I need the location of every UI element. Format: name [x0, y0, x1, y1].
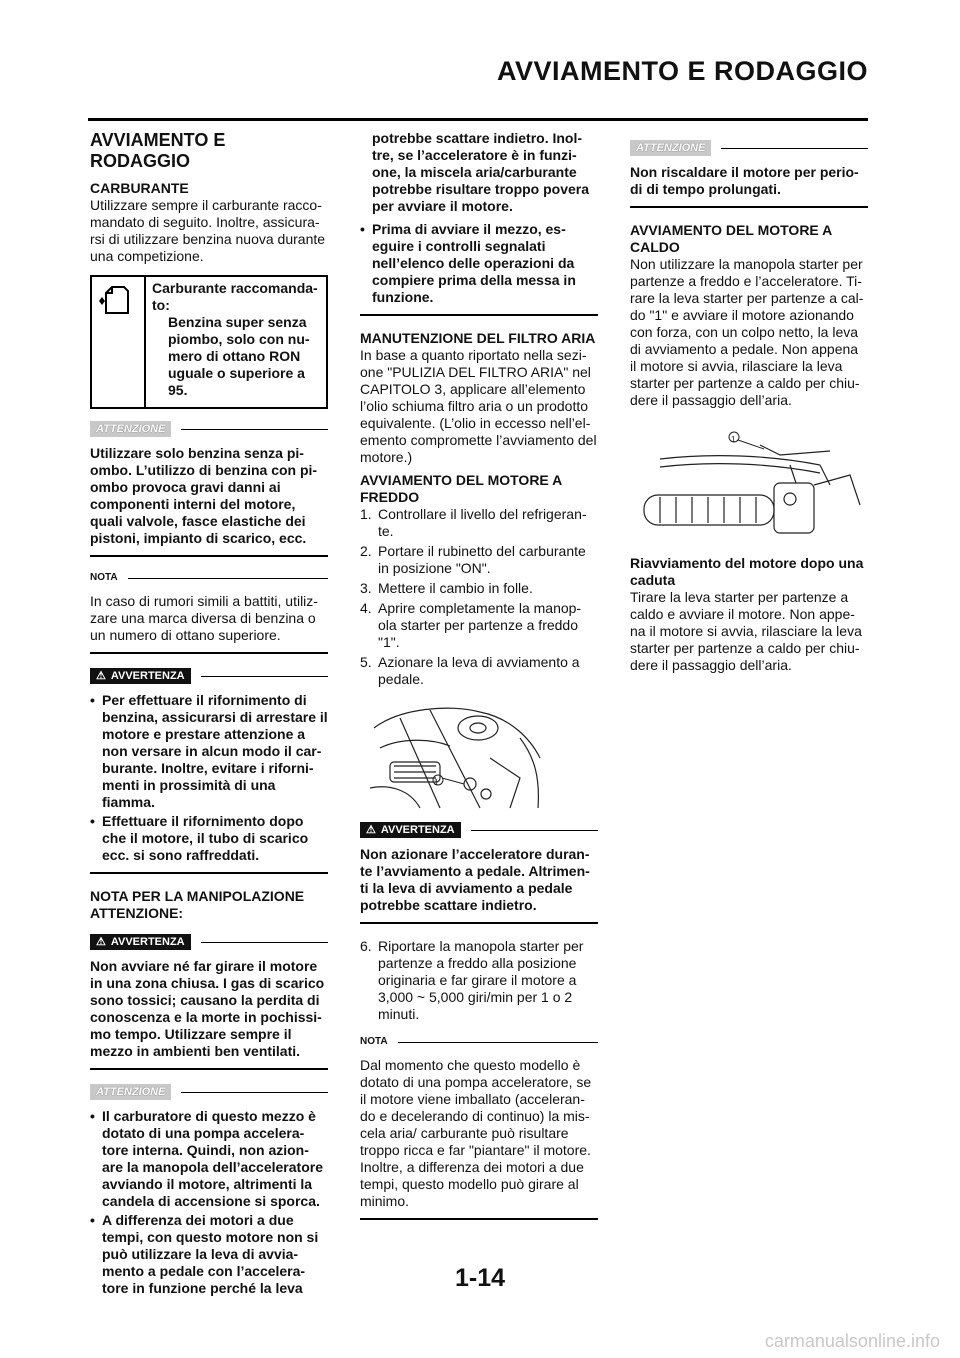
figure-callout: 1	[434, 778, 439, 787]
fuel-spec-title: Carburante raccomanda-to:	[152, 280, 318, 313]
avvertenza-tag: ⚠ AVVERTENZA	[360, 822, 461, 838]
column-1	[90, 130, 328, 1299]
attenzione-1-header	[90, 421, 328, 437]
nota-2-header	[360, 1035, 598, 1049]
freddo-step-6	[360, 938, 598, 1023]
page-number: 1-14	[454, 1264, 506, 1292]
avvertenza-3-text: Non azionare l’acceleratore duran-te l’avviamento a pedale. Altrimen-ti la leva di avviamento a pedale potrebbe scattare indietro.	[360, 846, 590, 913]
avvertenza-2-header	[90, 934, 328, 950]
freddo-steps	[360, 506, 598, 688]
list-item: 2. Portare il rubinetto del carburante in posizione "ON".	[360, 543, 586, 576]
freddo-heading: AVVIAMENTO DEL MOTORE A FREDDO	[360, 472, 562, 505]
caldo-text: Non utilizzare la manopola starter per partenze a freddo e l’acceleratore. Ti-rare la leva starter per partenze a cal-do "1" e avviare il motore azionando con forza, con un colpo netto, la leva di avviamento a pedale. Non appena il motore si avvia, rilasciare la leva starter per partenze a caldo per chiu-dere il passaggio dell’aria.	[630, 256, 864, 408]
list-item: 1. Controllare il livello del refrigeran-te.	[360, 506, 587, 539]
carburante-text: Utilizzare sempre il carburante racco-mandato di seguito. Inoltre, assicura-rsi di utilizzare benzina nuova durante una competizione.	[90, 197, 326, 264]
filtro-heading: MANUTENZIONE DEL FILTRO ARIA	[360, 330, 596, 346]
attenzione-tag: ATTENZIONE	[630, 140, 711, 156]
nota-manipolazione-heading: NOTA PER LA MANIPOLAZIONE ATTENZIONE:	[90, 888, 305, 921]
list-item: 4. Aprire completamente la manop-ola starter per partenze a freddo "1".	[360, 600, 582, 650]
page-title: AVVIAMENTO E RODAGGIO	[496, 56, 868, 86]
attenzione-3-text: Non riscaldare il motore per perio-di di tempo prolungati.	[630, 164, 859, 197]
hot-start-lever-figure	[630, 425, 868, 545]
list-item: • Effettuare il rifornimento dopo che il motore, il tubo di scarico ecc. si sono raffreddati.	[90, 813, 328, 864]
attenzione-tag: ATTENZIONE	[90, 421, 171, 437]
page-header	[88, 56, 868, 87]
attenzione-tag: ATTENZIONE	[90, 1084, 171, 1100]
warning-icon: ⚠	[96, 670, 106, 682]
avvertenza-2-text: Non avviare né far girare il motore in una zona chiusa. I gas di scarico sono tossici; causano la perdita di conoscenza e la morte in pochissi-mo tempo. Utilizzare sempre il mezzo in ambienti ben ventilati.	[90, 958, 325, 1059]
column-2	[360, 130, 598, 1234]
list-item: • Per effettuare il rifornimento di benzina, assicurarsi di arrestare il motore e prestare attenzione a non versare in alcun modo il car-burante. Inoltre, evitare i riforni-menti in prossimità di una fiamma.	[90, 692, 328, 811]
fuel-spec-text	[144, 277, 326, 407]
list-item: 5. Azionare la leva di avviamento a pedale.	[360, 654, 580, 687]
handlebar-illustration	[630, 425, 868, 545]
nota-tag: NOTA	[360, 1036, 388, 1047]
caduta-heading: Riavviamento del motore dopo una caduta	[630, 555, 864, 588]
engine-illustration	[360, 698, 598, 810]
column-3	[630, 130, 868, 680]
nota-1-header	[90, 571, 328, 585]
carburante-heading: CARBURANTE	[90, 180, 189, 196]
continued-text: potrebbe scattare indietro. Inol-tre, se l’acceleratore è in funzi-one, la miscela aria/carburante potrebbe risultare troppo povera per avviare il motore.	[372, 130, 590, 214]
list-item: 6. Riportare la manopola starter per partenze a freddo alla posizione originaria e far girare il motore a 3,000 ~ 5,000 giri/min per 1 o 2 minuti.	[360, 938, 584, 1022]
nota-1-text: In caso di rumori simili a battiti, utiliz-zare una marca diversa di benzina o un numero di ottano superiore.	[90, 593, 318, 643]
caduta-text: Tirare la leva starter per partenze a caldo e avviare il motore. Non appe-na il motore si avvia, rilasciare la leva starter per partenze a caldo per chiu-dere il passaggio dell’aria.	[630, 589, 862, 673]
avvertenza-3-header	[360, 822, 598, 838]
choke-knob-figure	[360, 698, 598, 810]
attenzione-2-header	[90, 1084, 328, 1100]
avvertenza-tag: ⚠ AVVERTENZA	[90, 668, 191, 684]
filtro-text: In base a quanto riportato nella sezi-one "PULIZIA DEL FILTRO ARIA" nel CAPITOLO 3, applicare all’elemento l’olio schiuma filtro aria o un prodotto equivalente. (L’olio in eccesso nell’el-emento compromette l’avviamento del motore.)	[360, 347, 597, 465]
warning-icon: ⚠	[96, 936, 106, 948]
fuel-spec-box	[90, 275, 328, 409]
list-item: 3. Mettere il cambio in folle.	[360, 580, 533, 596]
avvertenza-tag: ⚠ AVVERTENZA	[90, 934, 191, 950]
nota-2-text: Dal momento che questo modello è dotato di una pompa acceleratore, se il motore viene imballato (acceleran-do e decelerando di continuo) la mis-cela aria/ carburante può risultare troppo ricca e far "piantare" il motore. Inoltre, a differenza dei motori a due tempi, questo modello può girare al minimo.	[360, 1057, 592, 1209]
fuel-spec-value: Benzina super senza piombo, solo con nu-mero di ottano RON uguale o superiore a 95.	[168, 314, 310, 398]
continued-list	[360, 221, 598, 306]
section-title: AVVIAMENTO E RODAGGIO	[90, 130, 226, 171]
header-rule	[88, 118, 868, 121]
list-item: • A differenza dei motori a due tempi, con questo motore non si può utilizzare la leva di avvia-mento a pedale con l’accelera-tore in funzione perché la leva	[90, 1212, 328, 1297]
warning-icon: ⚠	[366, 824, 376, 836]
attenzione-1-text: Utilizzare solo benzina senza pi-ombo. L’utilizzo di benzina con pi-ombo provoca gravi danni ai componenti interni del motore, quali valvole, fasce elastiche dei pistoni, impianto di scarico, ecc.	[90, 445, 318, 546]
fuel-can-icon	[92, 277, 144, 407]
avvertenza-1-list	[90, 692, 328, 864]
attenzione-3-header	[630, 140, 868, 156]
caldo-heading: AVVIAMENTO DEL MOTORE A CALDO	[630, 222, 832, 255]
list-item: • Prima di avviare il mezzo, es-eguire i controlli segnalati nell’elenco delle operazioni da compiere prima della messa in funzione.	[360, 221, 598, 306]
figure-callout: 1	[731, 435, 736, 444]
watermark: carmanualsonline.info	[764, 1331, 940, 1351]
list-item: • Il carburatore di questo mezzo è dotato di una pompa accelera-tore interna. Quindi, non azion-are la manopola dell’acceleratore avviando il motore, altrimenti la candela di accensione si sporca.	[90, 1108, 328, 1210]
nota-tag: NOTA	[90, 572, 118, 583]
avvertenza-1-header	[90, 668, 328, 684]
